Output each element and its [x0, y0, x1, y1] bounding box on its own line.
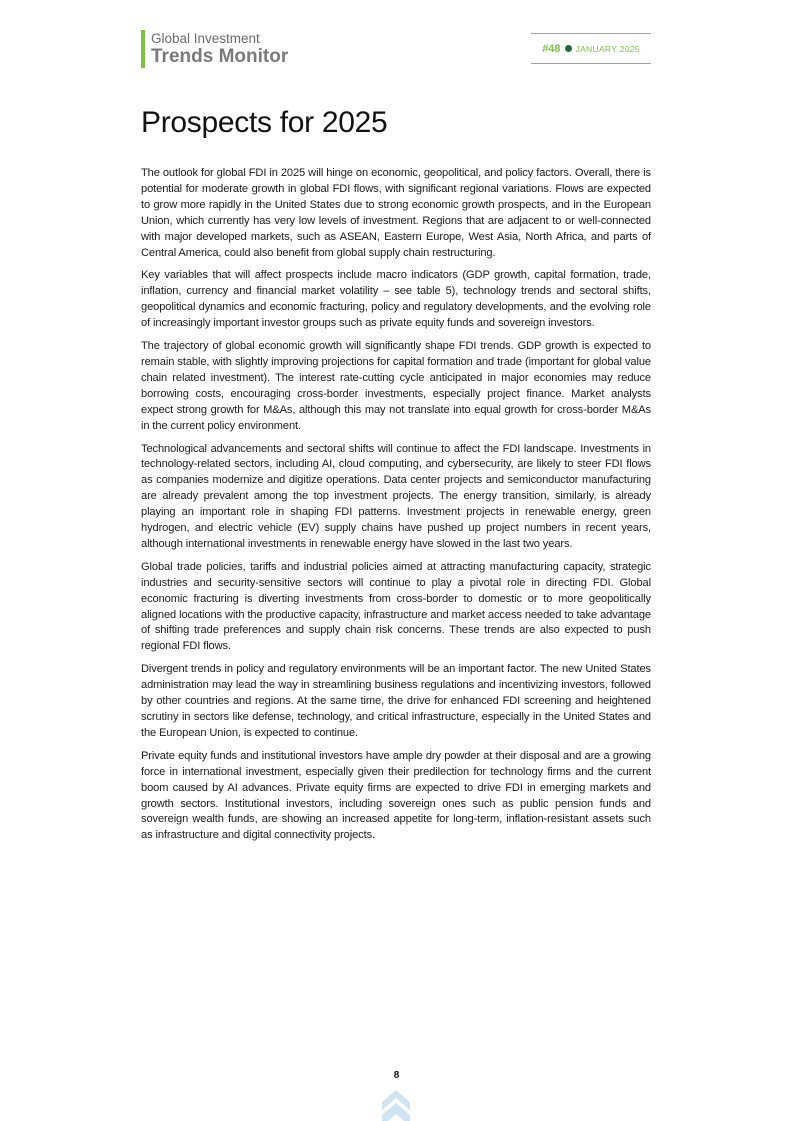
issue-date: JANUARY 2025	[575, 43, 640, 54]
publication-brand	[141, 30, 288, 68]
chevron-up-icon[interactable]	[382, 1090, 410, 1121]
article-body	[141, 166, 651, 851]
brand-title-line1: Global Investment	[151, 31, 260, 46]
paragraph: Technological advancements and sectoral shifts will continue to affect the FDI landscape. Investments in technology-related sectors, including AI, cloud computing, and cybersecurity, are likely to steer FDI flows as companies modernize and digitize operations. Data center projects and semiconductor manufacturing are already prevalent among the top investment projects. The energy transition, similarly, is already playing an important role in shaping FDI patterns. Investment projects in renewable energy, green hydrogen, and electric vehicle (EV) supply chains have pushed up project numbers in recent years, although international investments in renewable energy have slowed in the last two years.	[141, 442, 651, 550]
paragraph: Key variables that will affect prospects include macro indicators (GDP growth, capital formation, trade, inflation, currency and financial market volatility – see table 5), technology trends and sectoral shifts, geopolitical dynamics and economic fracturing, policy and regulatory developments, and the evolving role of increasingly important investor groups such as private equity funds and sovereign investors.	[141, 269, 651, 330]
paragraph: Divergent trends in policy and regulatory environments will be an important factor. The new United States administration may lead the way in streamlining business regulations and incentivizing investors, followed by other countries and regions. At the same time, the drive for enhanced FDI screening and heightened scrutiny in sectors like defense, technology, and critical infrastructure, especially in the United States and the European Union, is expected to continue.	[141, 663, 651, 739]
brand-title-line2: Trends Monitor	[151, 46, 289, 67]
paragraph: The trajectory of global economic growth will significantly shape FDI trends. GDP growth is expected to remain stable, with slightly improving projections for capital formation and trade (important for global value chain related investment). The interest rate-cutting cycle anticipated in major economies may reduce borrowing costs, encouraging cross-border investments, especially project finance. Market analysts expect strong growth for M&As, although this may not translate into equal growth for cross-border M&As in the current policy environment.	[141, 340, 651, 432]
issue-info	[531, 33, 651, 64]
paragraph: Private equity funds and institutional investors have ample dry powder at their disposal and are a growing force in international investment, especially given their predilection for technology firms and the current boom caused by AI advances. Private equity firms are expected to drive FDI in emerging markets and growth sectors. Institutional investors, including sovereign ones such as public pension funds and sovereign wealth funds, are showing an increased appetite for long-term, inflation-resistant assets such as infrastructure and digital connectivity projects.	[141, 749, 651, 842]
issue-number: #48	[542, 42, 561, 55]
page-title: Prospects for 2025	[141, 106, 388, 139]
page-number: 8	[393, 1070, 400, 1081]
separator-dot-icon	[565, 45, 572, 52]
paragraph: Global trade policies, tariffs and industrial policies aimed at attracting manufacturing capacity, strategic industries and security-sensitive sectors will continue to play a pivotal role in directing FDI. Global economic fracturing is diverting investments from cross-border to domestic or to more geopolitically aligned locations with the productive capacity, infrastructure and market access needed to take advantage of shifting trade preferences and supply chain risk concerns. These trends are also expected to push regional FDI flows.	[141, 560, 651, 653]
paragraph: The outlook for global FDI in 2025 will hinge on economic, geopolitical, and policy factors. Overall, there is potential for moderate growth in global FDI flows, with significant regional variations. Flows are expected to grow more rapidly in the United States due to strong economic growth prospects, and in the European Union, which currently has very low levels of investment. Regions that are adjacent to or well-connected with major developed markets, such as ASEAN, Eastern Europe, West Asia, North Africa, and parts of Central America, could also benefit from global supply chain restructuring.	[141, 167, 651, 259]
